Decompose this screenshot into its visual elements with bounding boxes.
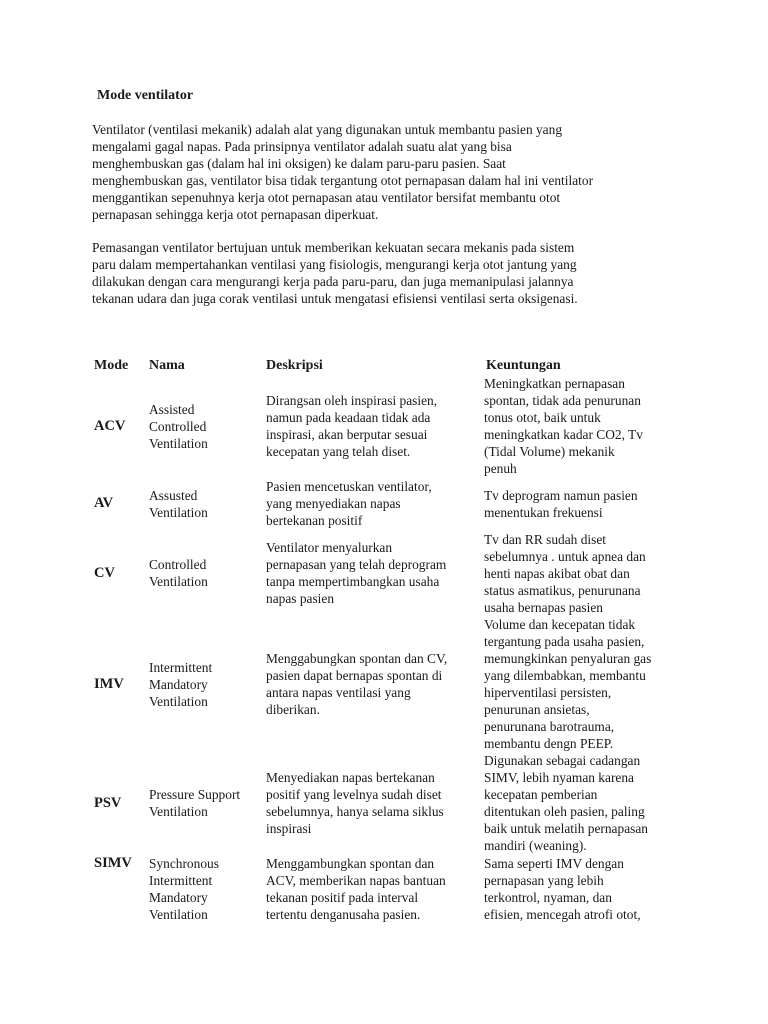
nama-line: Ventilation xyxy=(149,574,208,589)
paragraph-line: Ventilator (ventilasi mekanik) adalah alat yang digunakan untuk membantu pasien yang xyxy=(92,122,563,137)
mode-cell xyxy=(94,375,125,477)
keuntungan-line: hiperventilasi persisten, xyxy=(484,685,612,700)
table-row-cv xyxy=(0,530,768,616)
mode-cell xyxy=(94,752,121,854)
document-title: Mode ventilator xyxy=(97,88,194,103)
deskripsi-cell xyxy=(266,530,446,616)
deskripsi-line: namun pada keadaan tidak ada xyxy=(266,410,431,425)
table-row-av xyxy=(0,477,768,530)
nama-line: Intermittent xyxy=(149,659,213,675)
keuntungan-line: memungkinkan penyaluran gas xyxy=(484,651,652,666)
deskripsi-line: pasien dapat bernapas spontan di xyxy=(266,668,443,683)
mode-cell xyxy=(94,855,132,925)
keuntungan-line: spontan, tidak ada penurunan xyxy=(484,393,641,408)
deskripsi-line: pernapasan yang telah deprogram xyxy=(266,557,447,572)
paragraph-line: dilakukan dengan cara mengurangi kerja pada paru-paru, dan juga memanipulasi jalannya xyxy=(92,274,574,289)
deskripsi-line: bertekanan positif xyxy=(266,513,363,528)
deskripsi-line: tanpa mempertimbangkan usaha xyxy=(266,574,440,589)
table-row-acv xyxy=(0,375,768,477)
nama-line: Synchronous xyxy=(149,856,219,871)
deskripsi-line: ACV, memberikan napas bantuan xyxy=(266,873,446,888)
mode-label: IMV xyxy=(94,675,124,692)
deskripsi-line: diberikan. xyxy=(266,702,320,717)
mode-label: PSV xyxy=(94,794,122,811)
deskripsi-line: inspirasi, akan berputar sesuai xyxy=(266,427,428,442)
mode-label: ACV xyxy=(94,417,126,434)
nama-line: Assisted xyxy=(149,401,195,417)
keuntungan-line: membantu dengn PEEP. xyxy=(484,736,614,751)
keuntungan-line: meningkatkan kadar CO2, Tv xyxy=(484,427,643,442)
keuntungan-cell xyxy=(484,752,648,854)
deskripsi-line: Ventilator menyalurkan xyxy=(266,540,393,555)
deskripsi-cell xyxy=(266,477,432,530)
deskripsi-line: sebelumnya, hanya selama siklus xyxy=(266,804,444,819)
keuntungan-line: terkontrol, nyaman, dan xyxy=(484,890,612,905)
keuntungan-line: sebelumnya . untuk apnea dan xyxy=(484,548,646,564)
nama-line: Mandatory xyxy=(149,676,208,692)
paragraph-line: paru dalam mempertahankan ventilasi yang fisiologis, mengurangi kerja otot jantung yang xyxy=(92,257,577,272)
deskripsi-line: Pasien mencetuskan ventilator, xyxy=(266,479,432,494)
keuntungan-line: ditentukan oleh pasien, paling xyxy=(484,804,645,819)
deskripsi-line: yang menyediakan napas xyxy=(266,496,401,511)
keuntungan-line: penuh xyxy=(484,461,517,476)
mode-cell xyxy=(94,477,113,530)
deskripsi-line: kecepatan yang telah diset. xyxy=(266,444,411,459)
keuntungan-cell xyxy=(484,375,643,477)
paragraph-purpose xyxy=(92,239,692,307)
keuntungan-line: pernapasan yang lebih xyxy=(484,873,604,888)
nama-line: Intermittent xyxy=(149,873,213,888)
nama-line: Controlled xyxy=(149,418,207,434)
keuntungan-line: status asmatikus, penurunana xyxy=(484,582,641,598)
keuntungan-line: usaha bernapas pasien xyxy=(484,599,603,615)
nama-cell xyxy=(149,477,208,530)
keuntungan-line: efisien, mencegah atrofi otot, xyxy=(484,907,641,922)
nama-cell xyxy=(149,616,212,752)
table-row-simv xyxy=(0,855,768,925)
paragraph-line: menghembuskan gas (dalam hal ini oksigen) ke dalam paru-paru pasien. Saat xyxy=(92,156,506,171)
keuntungan-line: SIMV, lebih nyaman karena xyxy=(484,770,634,785)
table-header-mode: Mode xyxy=(94,358,129,373)
mode-label: AV xyxy=(94,495,114,511)
nama-line: Ventilation xyxy=(149,435,208,451)
deskripsi-line: Menggambungkan spontan dan xyxy=(266,856,435,871)
nama-line: Ventilation xyxy=(149,504,208,520)
paragraph-line: Pemasangan ventilator bertujuan untuk memberikan kekuatan secara mekanis pada sistem xyxy=(92,240,575,255)
keuntungan-line: henti napas akibat obat dan xyxy=(484,565,630,581)
deskripsi-cell xyxy=(266,375,437,477)
keuntungan-line: baik untuk melatih pernapasan xyxy=(484,821,648,836)
paragraph-line: menggantikan sepenuhnya kerja otot pernapasan atau ventilator bersifat membantu otot xyxy=(92,190,561,205)
table-header-deskripsi: Deskripsi xyxy=(266,358,323,373)
keuntungan-line: kecepatan pemberian xyxy=(484,787,598,802)
table-row-psv xyxy=(0,752,768,854)
paragraph-intro xyxy=(92,121,692,223)
deskripsi-line: Dirangsan oleh inspirasi pasien, xyxy=(266,393,438,408)
keuntungan-cell xyxy=(484,477,638,530)
keuntungan-line: Tv deprogram namun pasien xyxy=(484,487,638,503)
mode-cell xyxy=(94,530,115,616)
deskripsi-line: napas pasien xyxy=(266,591,335,606)
keuntungan-line: Meningkatkan pernapasan xyxy=(484,376,625,391)
table-row-imv xyxy=(0,616,768,752)
nama-line: Ventilation xyxy=(149,907,208,922)
keuntungan-line: yang dilembabkan, membantu xyxy=(484,668,646,683)
table-header-keuntungan: Keuntungan xyxy=(486,358,561,373)
table-header-nama: Nama xyxy=(149,358,185,373)
keuntungan-line: Volume dan kecepatan tidak xyxy=(484,617,636,632)
nama-cell xyxy=(149,855,219,925)
keuntungan-cell xyxy=(484,530,646,616)
deskripsi-line: Menyediakan napas bertekanan xyxy=(266,770,435,785)
mode-label: CV xyxy=(94,564,115,581)
keuntungan-line: Sama seperti IMV dengan xyxy=(484,856,624,871)
nama-cell xyxy=(149,375,208,477)
nama-line: Mandatory xyxy=(149,890,208,905)
paragraph-line: tekanan udara dan juga corak ventilasi untuk mengatasi efisiensi ventilasi serta oksigenasi. xyxy=(92,291,578,306)
deskripsi-cell xyxy=(266,752,444,854)
keuntungan-line: penurunan ansietas, xyxy=(484,702,590,717)
keuntungan-cell xyxy=(484,855,641,925)
keuntungan-line: Tv dan RR sudah diset xyxy=(484,531,606,547)
keuntungan-cell xyxy=(484,616,651,752)
deskripsi-line: tertentu denganusaha pasien. xyxy=(266,907,421,922)
nama-line: Ventilation xyxy=(149,804,208,819)
nama-line: Ventilation xyxy=(149,693,208,709)
deskripsi-line: inspirasi xyxy=(266,821,312,836)
mode-cell xyxy=(94,616,124,752)
mode-label: SIMV xyxy=(94,855,132,871)
deskripsi-line: positif yang levelnya sudah diset xyxy=(266,787,442,802)
nama-cell xyxy=(149,752,240,854)
nama-line: Pressure Support xyxy=(149,787,241,802)
deskripsi-line: antara napas ventilasi yang xyxy=(266,685,411,700)
keuntungan-line: menentukan frekuensi xyxy=(484,504,603,520)
nama-cell xyxy=(149,530,208,616)
deskripsi-line: Menggabungkan spontan dan CV, xyxy=(266,651,448,666)
keuntungan-line: tonus otot, baik untuk xyxy=(484,410,601,425)
keuntungan-line: (Tidal Volume) mekanik xyxy=(484,444,615,459)
keuntungan-line: penurunana barotrauma, xyxy=(484,719,615,734)
paragraph-line: menghembuskan gas, ventilator bisa tidak tergantung otot pernapasan dalam hal ini ventilator xyxy=(92,173,594,188)
paragraph-line: pernapasan sehingga kerja otot pernapasan diperkuat. xyxy=(92,207,379,222)
deskripsi-cell xyxy=(266,616,447,752)
paragraph-line: mengalami gagal napas. Pada prinsipnya ventilator adalah suatu alat yang bisa xyxy=(92,139,512,154)
nama-line: Assusted xyxy=(149,487,198,503)
nama-line: Controlled xyxy=(149,557,207,572)
keuntungan-line: mandiri (weaning). xyxy=(484,838,587,853)
keuntungan-line: tergantung pada usaha pasien, xyxy=(484,634,645,649)
keuntungan-line: Digunakan sebagai cadangan xyxy=(484,753,641,768)
deskripsi-line: tekanan positif pada interval xyxy=(266,890,419,905)
deskripsi-cell xyxy=(266,855,446,925)
